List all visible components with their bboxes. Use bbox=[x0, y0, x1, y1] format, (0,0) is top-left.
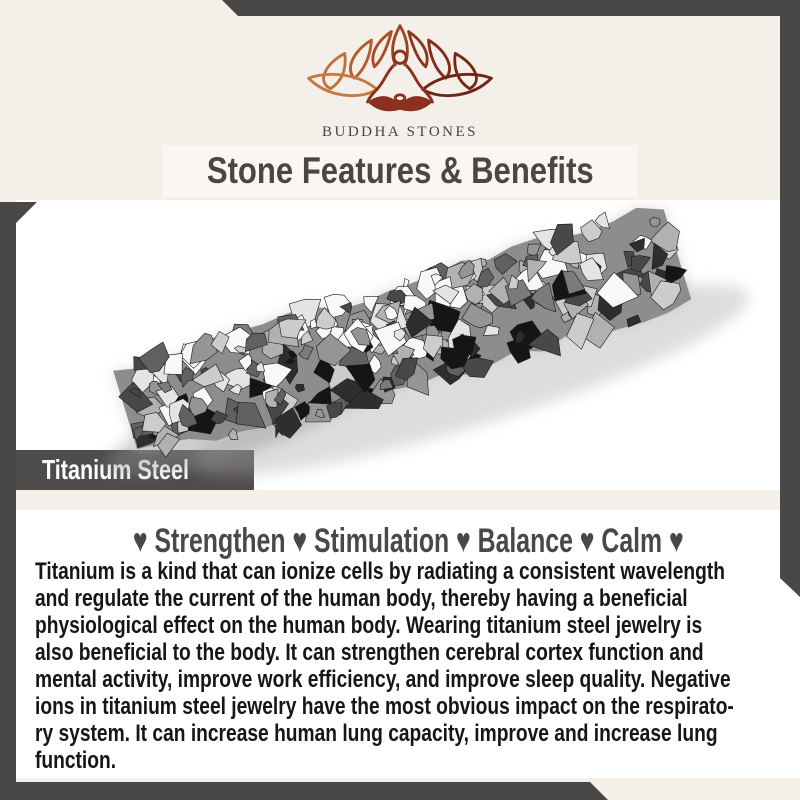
paragraph-line: mental activity, improve work efficiency, and improve sleep quality. Negative bbox=[35, 666, 731, 693]
paragraph-line: Titanium is a kind that can ionize cells by radiating a consistent wavelength bbox=[35, 558, 725, 585]
paragraph-line: also beneficial to the body. It can strengthen cerebral cortex function and bbox=[35, 639, 704, 666]
title-band bbox=[162, 145, 638, 197]
paragraph-line: ry system. It can increase human lung capacity, improve and increase lung bbox=[35, 720, 718, 747]
lotus-meditation-logo-icon bbox=[275, 22, 525, 122]
paragraph-line: ions in titanium steel jewelry have the most obvious impact on the respirato- bbox=[35, 693, 734, 720]
benefits-headline: ♥ Strengthen ♥ Stimulation ♥ Balance ♥ Calm ♥ bbox=[132, 522, 684, 560]
paragraph-line: physiological effect on the human body. Wearing titanium steel jewelry is bbox=[35, 612, 703, 639]
top-accent-bar bbox=[0, 0, 800, 16]
benefits-paragraph bbox=[35, 558, 734, 774]
stone-name-text: Titanium Steel bbox=[42, 454, 189, 485]
brand-header bbox=[0, 22, 800, 141]
benefits-panel bbox=[16, 510, 800, 778]
stone-photo-panel bbox=[16, 200, 780, 490]
paragraph-line: and regulate the current of the human body, thereby having a beneficial bbox=[35, 585, 688, 612]
brand-name: BUDDHA STONES bbox=[322, 124, 478, 140]
page-title: Stone Features & Benefits bbox=[206, 150, 594, 191]
bottom-accent-bar bbox=[0, 782, 608, 800]
paragraph-line: function. bbox=[35, 747, 117, 774]
right-accent-bar bbox=[780, 0, 800, 597]
titanium-crystal-image bbox=[16, 200, 780, 490]
